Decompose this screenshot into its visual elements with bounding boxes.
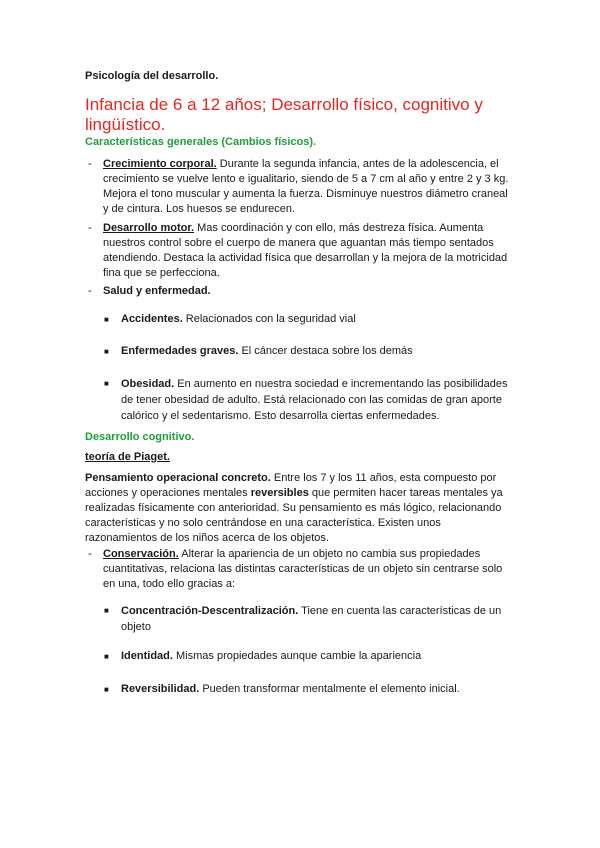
sub-list-item xyxy=(121,603,515,635)
item-text: Pueden transformar mentalmente el elemento inicial. xyxy=(199,683,460,695)
bullet-marker: ■ xyxy=(104,315,109,324)
paragraph-text: que permiten hacer tareas mentales ya realizadas físicamente con anterioridad. Su pensamiento es más lógico, relacionando características y no solo centrándose en una característica. Existen unos razonamientos de los niños acerca de los objetos. xyxy=(85,487,503,544)
sub-list-item xyxy=(121,682,515,697)
subject-heading: Psicología del desarrollo. xyxy=(85,70,219,82)
list-item xyxy=(103,221,515,281)
section-cognitive-heading: Desarrollo cognitivo. xyxy=(85,431,195,443)
item-title: Crecimiento corporal. xyxy=(103,158,217,170)
bullet-marker: ■ xyxy=(104,652,109,661)
dash-marker: - xyxy=(88,158,92,170)
item-title: Concentración-Descentralización. xyxy=(121,605,299,617)
list-item xyxy=(103,547,515,592)
item-text: Durante la segunda infancia, antes de la adolescencia, el crecimiento se vuelve lento e igualitario, siendo de 5 a 7 cm al año y entre 2 y 3 kg. Mejora el tono muscular y aumenta la fuerza. Disminuye nuestros diámetro craneal y de cintura. Los huesos se endurecen. xyxy=(103,158,509,215)
bullet-marker: ■ xyxy=(104,347,109,356)
paragraph-bold: reversibles xyxy=(250,487,309,499)
page-title: Infancia de 6 a 12 años; Desarrollo físico, cognitivo y lingüístico. xyxy=(85,95,483,134)
item-text: Mas coordinación y con ello, más destreza física. Aumenta nuestros control sobre el cuerpo de manera que aguantan más tiempo sentados atendiendo. Destaca la actividad física que desarrollan y la mejora de la motricidad fina que se perfecciona. xyxy=(103,222,508,279)
item-title: Salud y enfermedad. xyxy=(103,285,211,297)
sub-list-item xyxy=(121,649,515,664)
item-text: En aumento en nuestra sociedad e incrementando las posibilidades de tener obesidad de adulto. Está relacionado con las comidas de gran aporte calórico y el sedentarismo. Esto desarrolla ciertas enfermedades. xyxy=(121,378,508,422)
item-text: El cáncer destaca sobre los demás xyxy=(238,345,413,357)
piaget-heading: teoría de Piaget. xyxy=(85,451,170,463)
dash-marker: - xyxy=(88,222,92,234)
item-text: Tiene en cuenta las características de un objeto xyxy=(121,605,502,633)
item-text: Relacionados con la seguridad vial xyxy=(182,313,356,325)
list-item xyxy=(103,284,515,299)
paragraph xyxy=(85,471,515,546)
item-title: Identidad. xyxy=(121,650,173,662)
dash-marker: - xyxy=(88,285,92,297)
section-physical-heading: Características generales (Cambios físicos). xyxy=(85,136,317,148)
item-text: Alterar la apariencia de un objeto no cambia sus propiedades cuantitativas, relaciona las distintas características de un objeto sin centrarse solo en una, todo ello gracias a: xyxy=(103,548,503,590)
list-item xyxy=(103,157,515,217)
sub-list-item xyxy=(121,376,515,424)
item-title: Reversibilidad. xyxy=(121,683,200,695)
item-title: Conservación. xyxy=(103,548,179,560)
sub-list-item xyxy=(121,344,515,359)
bullet-marker: ■ xyxy=(104,379,109,388)
item-text: Mismas propiedades aunque cambie la apariencia xyxy=(172,650,422,662)
item-title: Obesidad. xyxy=(121,378,175,390)
item-title: Desarrollo motor. xyxy=(103,222,195,234)
paragraph-title: Pensamiento operacional concreto. xyxy=(85,472,271,484)
bullet-marker: ■ xyxy=(104,685,109,694)
bullet-marker: ■ xyxy=(104,606,109,615)
item-title: Enfermedades graves. xyxy=(121,345,239,357)
paragraph-text: Entre los 7 y los 11 años, esta compuesto por acciones y operaciones mentales xyxy=(85,472,497,499)
sub-list-item xyxy=(121,312,515,327)
dash-marker: - xyxy=(88,548,92,560)
item-title: Accidentes. xyxy=(121,313,183,325)
